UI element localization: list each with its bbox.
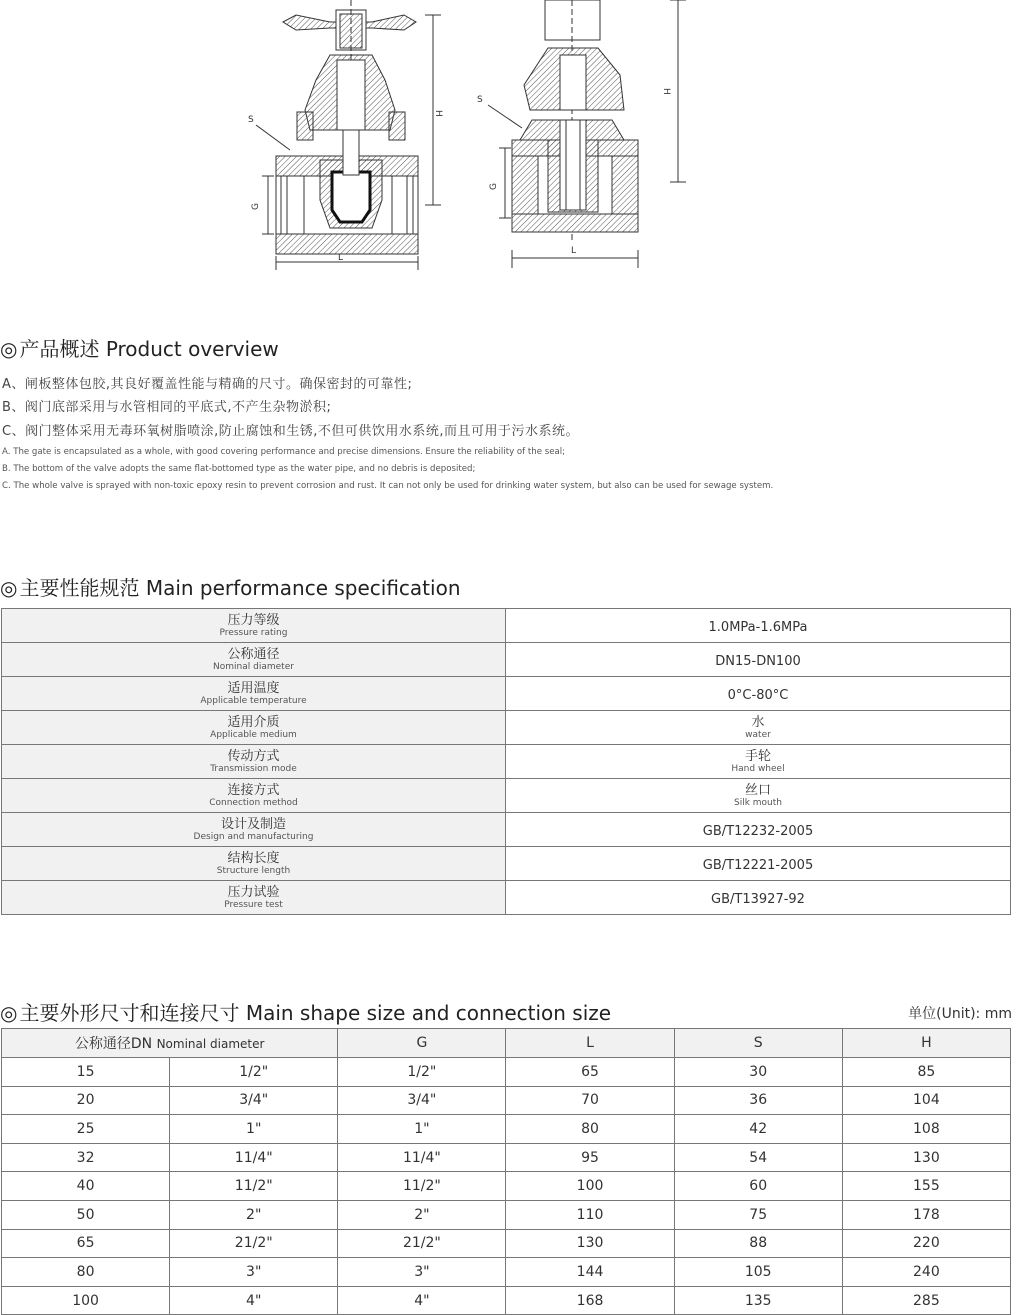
cell-l: 130	[506, 1229, 674, 1258]
cell-l: 144	[506, 1258, 674, 1287]
dimensions-title-en: Main shape size and connection size	[245, 1001, 612, 1025]
table-row	[2, 1172, 1011, 1201]
cell-dn-inch: 3"	[170, 1258, 338, 1287]
header-dn-en: Nominal diameter	[156, 1037, 265, 1051]
valve-technical-drawing	[0, 0, 1016, 290]
cell-h: 285	[842, 1286, 1010, 1315]
cell-dn-inch: 11/2"	[170, 1172, 338, 1201]
cell-l: 110	[506, 1200, 674, 1229]
overview-title-cn: 产品概述	[19, 337, 100, 361]
cell-h: 220	[842, 1229, 1010, 1258]
cell-dn-inch: 3/4"	[170, 1086, 338, 1115]
overview-item-a-en: A. The gate is encapsulated as a whole, with good covering performance and precise dimensions. Ensure the reliability of the seal;	[2, 447, 566, 457]
cell-l: 168	[506, 1286, 674, 1315]
cell-l: 65	[506, 1058, 674, 1087]
spec-label-cn: 适用温度	[227, 680, 280, 696]
spec-label-cell	[2, 609, 506, 643]
spec-label-cell	[2, 677, 506, 711]
cell-g: 1"	[338, 1115, 506, 1144]
cell-s: 135	[674, 1286, 842, 1315]
overview-item-b-en: B. The bottom of the valve adopts the same flat-bottomed type as the water pipe, and no debris is deposited;	[2, 464, 476, 474]
table-row	[2, 1286, 1011, 1315]
cell-l: 70	[506, 1086, 674, 1115]
spec-label-cn: 压力等级	[227, 612, 280, 628]
spec-label-cell	[2, 711, 506, 745]
overview-item-c-en: C. The whole valve is sprayed with non-toxic epoxy resin to prevent corrosion and rust. It can not only be used for drinking water system, but also can be used for sewage system.	[2, 481, 774, 491]
cell-g: 3"	[338, 1258, 506, 1287]
dimensions-table	[1, 1028, 1011, 1315]
spec-value: DN15-DN100	[715, 654, 801, 669]
cell-dn: 50	[2, 1200, 170, 1229]
cell-s: 30	[674, 1058, 842, 1087]
left-label-h: H	[433, 110, 443, 117]
performance-title-en: Main performance specification	[145, 576, 461, 600]
right-label-s: S	[477, 95, 483, 105]
circle-mark-icon: ◎	[0, 337, 18, 361]
spec-label-en: Design and manufacturing	[193, 831, 314, 842]
cell-dn-inch: 1"	[170, 1115, 338, 1144]
right-label-g: G	[489, 183, 499, 190]
spec-value: GB/T13927-92	[711, 892, 805, 907]
overview-item-b-cn: B、阀门底部采用与水管相同的平底式,不产生杂物淤积;	[2, 400, 332, 415]
unit-label: 单位(Unit): mm	[908, 1006, 1012, 1022]
cell-g: 1/2"	[338, 1058, 506, 1087]
header-g: G	[338, 1029, 506, 1058]
spec-label-cn: 设计及制造	[220, 816, 286, 832]
spec-label-cell	[2, 881, 506, 915]
spec-label-en: Pressure test	[224, 899, 283, 910]
performance-spec-table	[1, 608, 1011, 915]
cell-dn-inch: 4"	[170, 1286, 338, 1315]
spec-value: GB/T12232-2005	[702, 824, 814, 839]
spec-label-cn: 公称通径	[227, 646, 280, 662]
dimensions-title-cn: 主要外形尺寸和连接尺寸	[19, 1001, 240, 1025]
spec-row	[2, 779, 1011, 813]
spec-label-cn: 结构长度	[227, 850, 280, 866]
cell-s: 105	[674, 1258, 842, 1287]
spec-value-cell	[506, 813, 1011, 847]
spec-value-cell	[506, 711, 1011, 745]
cell-g: 4"	[338, 1286, 506, 1315]
table-row	[2, 1086, 1011, 1115]
cell-dn: 20	[2, 1086, 170, 1115]
spec-label-en: Applicable temperature	[200, 695, 307, 706]
cell-g: 3/4"	[338, 1086, 506, 1115]
left-label-g: G	[251, 203, 261, 210]
spec-value-cell	[506, 643, 1011, 677]
cell-dn: 15	[2, 1058, 170, 1087]
spec-label-en: Applicable medium	[210, 729, 297, 740]
spec-label-cell	[2, 643, 506, 677]
spec-row	[2, 847, 1011, 881]
cell-g: 11/4"	[338, 1143, 506, 1172]
spec-value-cell	[506, 779, 1011, 813]
spec-label-cn: 适用介质	[227, 714, 280, 730]
spec-value-cell	[506, 745, 1011, 779]
dimensions-heading	[0, 997, 611, 1026]
cell-l: 100	[506, 1172, 674, 1201]
cell-dn-inch: 2"	[170, 1200, 338, 1229]
left-label-l: L	[338, 253, 344, 263]
spec-value-cell	[506, 881, 1011, 915]
table-row	[2, 1229, 1011, 1258]
right-label-l: L	[571, 246, 577, 256]
cell-dn: 80	[2, 1258, 170, 1287]
spec-label-en: Structure length	[216, 865, 291, 876]
cell-l: 80	[506, 1115, 674, 1144]
cell-dn: 100	[2, 1286, 170, 1315]
cell-s: 54	[674, 1143, 842, 1172]
spec-value: 1.0MPa-1.6MPa	[708, 620, 808, 635]
spec-row	[2, 813, 1011, 847]
spec-label-en: Nominal diameter	[213, 661, 294, 672]
table-row	[2, 1200, 1011, 1229]
spec-value-en: Silk mouth	[734, 797, 782, 808]
circle-mark-icon: ◎	[0, 1001, 18, 1025]
table-row	[2, 1058, 1011, 1087]
overview-item-c-cn: C、阀门整体采用无毒环氧树脂喷涂,防止腐蚀和生锈,不但可供饮用水系统,而且可用于污水系统。	[2, 424, 579, 439]
spec-value: 水	[751, 714, 765, 730]
cell-s: 36	[674, 1086, 842, 1115]
spec-value: 丝口	[744, 782, 771, 798]
header-dn	[2, 1029, 338, 1058]
spec-value: 0°C-80°C	[727, 688, 789, 703]
overview-title-en: Product overview	[105, 337, 279, 361]
spec-label-en: Pressure rating	[219, 627, 288, 638]
spec-label-cn: 连接方式	[227, 782, 280, 798]
spec-row	[2, 881, 1011, 915]
cell-dn: 25	[2, 1115, 170, 1144]
spec-label-cn: 压力试验	[227, 884, 280, 900]
spec-label-en: Connection method	[209, 797, 298, 808]
cell-g: 11/2"	[338, 1172, 506, 1201]
cell-g: 21/2"	[338, 1229, 506, 1258]
spec-row	[2, 677, 1011, 711]
cell-s: 42	[674, 1115, 842, 1144]
cell-dn-inch: 1/2"	[170, 1058, 338, 1087]
table-row	[2, 1258, 1011, 1287]
spec-value-en: Hand wheel	[731, 763, 785, 774]
cell-dn: 65	[2, 1229, 170, 1258]
cell-h: 178	[842, 1200, 1010, 1229]
table-row	[2, 1143, 1011, 1172]
header-l: L	[506, 1029, 674, 1058]
spec-value-cell	[506, 609, 1011, 643]
spec-value: 手轮	[744, 748, 771, 764]
overview-item-a-cn: A、闸板整体包胶,其良好覆盖性能与精确的尺寸。确保密封的可靠性;	[2, 377, 413, 392]
performance-title-cn: 主要性能规范	[19, 576, 140, 600]
spec-label-cell	[2, 745, 506, 779]
product-overview-heading	[0, 333, 279, 362]
spec-label-cell	[2, 847, 506, 881]
left-label-s: S	[248, 115, 254, 125]
header-dn-cn: 公称通径DN	[74, 1036, 153, 1052]
spec-value-cell	[506, 677, 1011, 711]
cell-h: 240	[842, 1258, 1010, 1287]
cell-dn: 32	[2, 1143, 170, 1172]
header-s: S	[674, 1029, 842, 1058]
spec-value: GB/T12221-2005	[702, 858, 814, 873]
circle-mark-icon: ◎	[0, 576, 18, 600]
cell-dn: 40	[2, 1172, 170, 1201]
cell-h: 104	[842, 1086, 1010, 1115]
cell-h: 155	[842, 1172, 1010, 1201]
header-h: H	[842, 1029, 1010, 1058]
cell-dn-inch: 21/2"	[170, 1229, 338, 1258]
spec-value-en: water	[745, 729, 771, 740]
spec-label-cell	[2, 779, 506, 813]
spec-label-cell	[2, 813, 506, 847]
table-row	[2, 1115, 1011, 1144]
dimensions-header-row	[2, 1029, 1011, 1058]
performance-spec-heading	[0, 572, 461, 601]
cell-h: 130	[842, 1143, 1010, 1172]
right-valve-view	[488, 0, 686, 268]
cell-s: 75	[674, 1200, 842, 1229]
right-label-h: H	[661, 88, 671, 95]
cell-g: 2"	[338, 1200, 506, 1229]
spec-label-cn: 传动方式	[227, 748, 280, 764]
cell-s: 60	[674, 1172, 842, 1201]
spec-label-en: Transmission mode	[210, 763, 297, 774]
cell-h: 85	[842, 1058, 1010, 1087]
spec-row	[2, 711, 1011, 745]
spec-row	[2, 643, 1011, 677]
cell-l: 95	[506, 1143, 674, 1172]
cell-s: 88	[674, 1229, 842, 1258]
spec-row	[2, 609, 1011, 643]
cell-dn-inch: 11/4"	[170, 1143, 338, 1172]
spec-value-cell	[506, 847, 1011, 881]
cell-h: 108	[842, 1115, 1010, 1144]
spec-row	[2, 745, 1011, 779]
left-valve-view	[256, 0, 441, 270]
